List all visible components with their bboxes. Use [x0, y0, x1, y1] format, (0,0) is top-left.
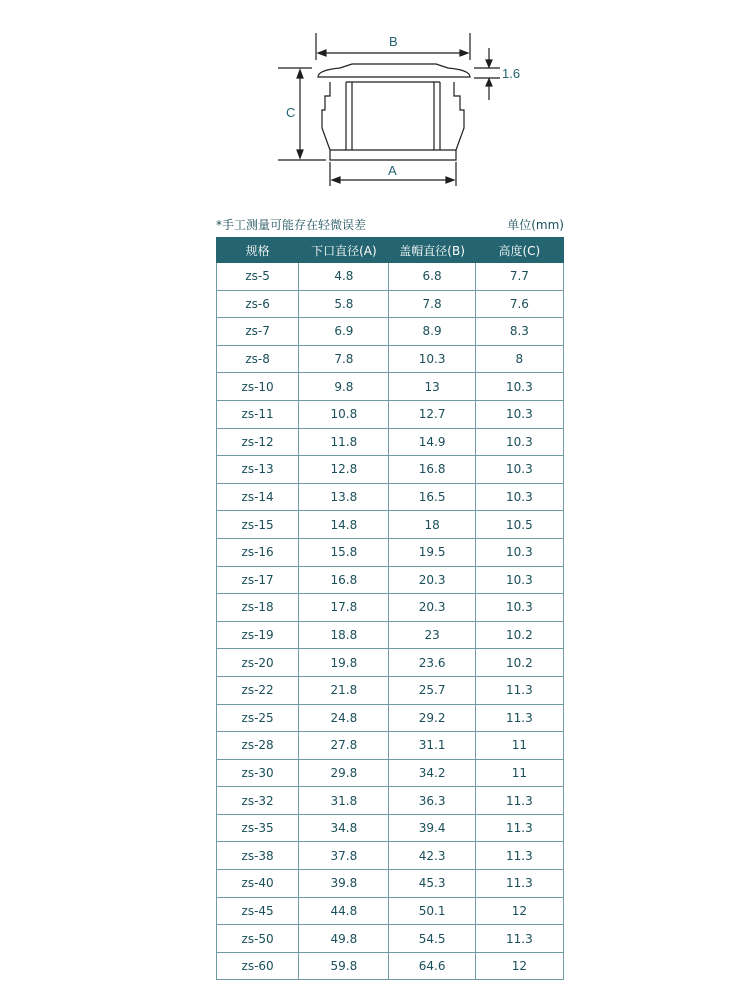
spec-cell: zs-18: [217, 594, 299, 622]
spec-cell: zs-60: [217, 952, 299, 980]
cap-diameter-cell: 13: [389, 373, 475, 401]
spec-cell: zs-13: [217, 456, 299, 484]
cap-diameter-cell: 18: [389, 511, 475, 539]
table-row: [217, 870, 564, 898]
cap-diameter-cell: 14.9: [389, 428, 475, 456]
spec-cell: zs-8: [217, 345, 299, 373]
cap-diameter-cell: 12.7: [389, 400, 475, 428]
lower-diameter-cell: 14.8: [299, 511, 389, 539]
spec-cell: zs-32: [217, 787, 299, 815]
table-row: [217, 842, 564, 870]
spec-table: [216, 237, 564, 980]
spec-cell: zs-17: [217, 566, 299, 594]
table-row: [217, 456, 564, 484]
cap-diameter-cell: 50.1: [389, 897, 475, 925]
spec-cell: zs-40: [217, 870, 299, 898]
table-body: [217, 263, 564, 980]
table-row: [217, 318, 564, 346]
spec-cell: zs-12: [217, 428, 299, 456]
lower-diameter-cell: 13.8: [299, 483, 389, 511]
height-cell: 10.3: [475, 538, 563, 566]
height-cell: 10.3: [475, 483, 563, 511]
height-cell: 11: [475, 759, 563, 787]
lower-diameter-cell: 59.8: [299, 952, 389, 980]
cap-diameter-cell: 42.3: [389, 842, 475, 870]
height-cell: 8.3: [475, 318, 563, 346]
cap-diameter-cell: 16.8: [389, 456, 475, 484]
cap-diameter-cell: 23.6: [389, 649, 475, 677]
lower-diameter-cell: 15.8: [299, 538, 389, 566]
spec-cell: zs-14: [217, 483, 299, 511]
cap-diameter-cell: 8.9: [389, 318, 475, 346]
cap-diameter-cell: 20.3: [389, 566, 475, 594]
table-row: [217, 787, 564, 815]
height-cell: 10.2: [475, 649, 563, 677]
header-spec: 规格: [217, 238, 299, 263]
lower-diameter-cell: 27.8: [299, 732, 389, 760]
height-cell: 11.3: [475, 676, 563, 704]
spec-cell: zs-20: [217, 649, 299, 677]
cap-diameter-cell: 36.3: [389, 787, 475, 815]
table-row: [217, 621, 564, 649]
table-row: [217, 263, 564, 291]
lower-diameter-cell: 24.8: [299, 704, 389, 732]
lower-diameter-cell: 6.9: [299, 318, 389, 346]
lower-diameter-cell: 39.8: [299, 870, 389, 898]
header-cap-diameter: 盖帽直径(B): [389, 238, 475, 263]
spec-cell: zs-16: [217, 538, 299, 566]
spec-cell: zs-30: [217, 759, 299, 787]
spec-cell: zs-6: [217, 290, 299, 318]
spec-cell: zs-38: [217, 842, 299, 870]
spec-cell: zs-25: [217, 704, 299, 732]
cap-diameter-cell: 23: [389, 621, 475, 649]
lower-diameter-cell: 34.8: [299, 814, 389, 842]
spec-cell: zs-50: [217, 925, 299, 953]
table-row: [217, 345, 564, 373]
lower-diameter-cell: 29.8: [299, 759, 389, 787]
height-cell: 12: [475, 897, 563, 925]
cap-diameter-cell: 16.5: [389, 483, 475, 511]
lower-diameter-cell: 37.8: [299, 842, 389, 870]
lower-diameter-cell: 21.8: [299, 676, 389, 704]
unit-label: 单位(mm): [507, 217, 564, 232]
table-row: [217, 732, 564, 760]
height-cell: 10.3: [475, 428, 563, 456]
header-row: [217, 238, 564, 263]
height-cell: 10.2: [475, 621, 563, 649]
height-cell: 11.3: [475, 814, 563, 842]
spec-cell: zs-35: [217, 814, 299, 842]
cap-diameter-cell: 39.4: [389, 814, 475, 842]
spec-cell: zs-19: [217, 621, 299, 649]
cap-diameter-cell: 34.2: [389, 759, 475, 787]
plug-dimension-diagram: [0, 0, 750, 200]
note-row: [216, 214, 564, 234]
table-row: [217, 511, 564, 539]
table-row: [217, 290, 564, 318]
table-row: [217, 814, 564, 842]
table-row: [217, 594, 564, 622]
height-cell: 11.3: [475, 925, 563, 953]
height-cell: 11.3: [475, 842, 563, 870]
lower-diameter-cell: 12.8: [299, 456, 389, 484]
lower-diameter-cell: 16.8: [299, 566, 389, 594]
cap-diameter-cell: 31.1: [389, 732, 475, 760]
spec-cell: zs-7: [217, 318, 299, 346]
table-row: [217, 566, 564, 594]
height-cell: 11: [475, 732, 563, 760]
header-height: 高度(C): [475, 238, 563, 263]
spec-cell: zs-28: [217, 732, 299, 760]
lower-diameter-cell: 5.8: [299, 290, 389, 318]
table-row: [217, 952, 564, 980]
height-cell: 12: [475, 952, 563, 980]
cap-diameter-cell: 6.8: [389, 263, 475, 291]
cap-diameter-cell: 29.2: [389, 704, 475, 732]
table-row: [217, 704, 564, 732]
cap-diameter-cell: 64.6: [389, 952, 475, 980]
height-cell: 11.3: [475, 704, 563, 732]
spec-cell: zs-15: [217, 511, 299, 539]
label-a: A: [388, 163, 397, 178]
lower-diameter-cell: 31.8: [299, 787, 389, 815]
cap-diameter-cell: 7.8: [389, 290, 475, 318]
lower-diameter-cell: 10.8: [299, 400, 389, 428]
cap-diameter-cell: 19.5: [389, 538, 475, 566]
height-cell: 7.6: [475, 290, 563, 318]
label-thickness: 1.6: [502, 66, 521, 81]
table-row: [217, 400, 564, 428]
label-c: C: [286, 105, 296, 120]
table-row: [217, 759, 564, 787]
cap-diameter-cell: 25.7: [389, 676, 475, 704]
table-row: [217, 483, 564, 511]
lower-diameter-cell: 17.8: [299, 594, 389, 622]
lower-diameter-cell: 44.8: [299, 897, 389, 925]
height-cell: 11.3: [475, 870, 563, 898]
lower-diameter-cell: 49.8: [299, 925, 389, 953]
table-row: [217, 925, 564, 953]
label-b: B: [389, 34, 398, 49]
lower-diameter-cell: 7.8: [299, 345, 389, 373]
lower-diameter-cell: 11.8: [299, 428, 389, 456]
height-cell: 8: [475, 345, 563, 373]
table-row: [217, 676, 564, 704]
table-row: [217, 428, 564, 456]
cap-diameter-cell: 20.3: [389, 594, 475, 622]
height-cell: 11.3: [475, 787, 563, 815]
spec-cell: zs-22: [217, 676, 299, 704]
lower-diameter-cell: 18.8: [299, 621, 389, 649]
spec-cell: zs-10: [217, 373, 299, 401]
spec-cell: zs-5: [217, 263, 299, 291]
measurement-note: *手工测量可能存在轻微误差: [216, 217, 367, 232]
cap-diameter-cell: 54.5: [389, 925, 475, 953]
height-cell: 7.7: [475, 263, 563, 291]
spec-cell: zs-45: [217, 897, 299, 925]
height-cell: 10.3: [475, 566, 563, 594]
cap-diameter-cell: 45.3: [389, 870, 475, 898]
table-row: [217, 897, 564, 925]
height-cell: 10.3: [475, 456, 563, 484]
spec-cell: zs-11: [217, 400, 299, 428]
header-lower-diameter: 下口直径(A): [299, 238, 389, 263]
cap-diameter-cell: 10.3: [389, 345, 475, 373]
height-cell: 10.3: [475, 594, 563, 622]
lower-diameter-cell: 19.8: [299, 649, 389, 677]
lower-diameter-cell: 4.8: [299, 263, 389, 291]
height-cell: 10.5: [475, 511, 563, 539]
height-cell: 10.3: [475, 400, 563, 428]
table-row: [217, 649, 564, 677]
table-row: [217, 373, 564, 401]
height-cell: 10.3: [475, 373, 563, 401]
table-row: [217, 538, 564, 566]
lower-diameter-cell: 9.8: [299, 373, 389, 401]
